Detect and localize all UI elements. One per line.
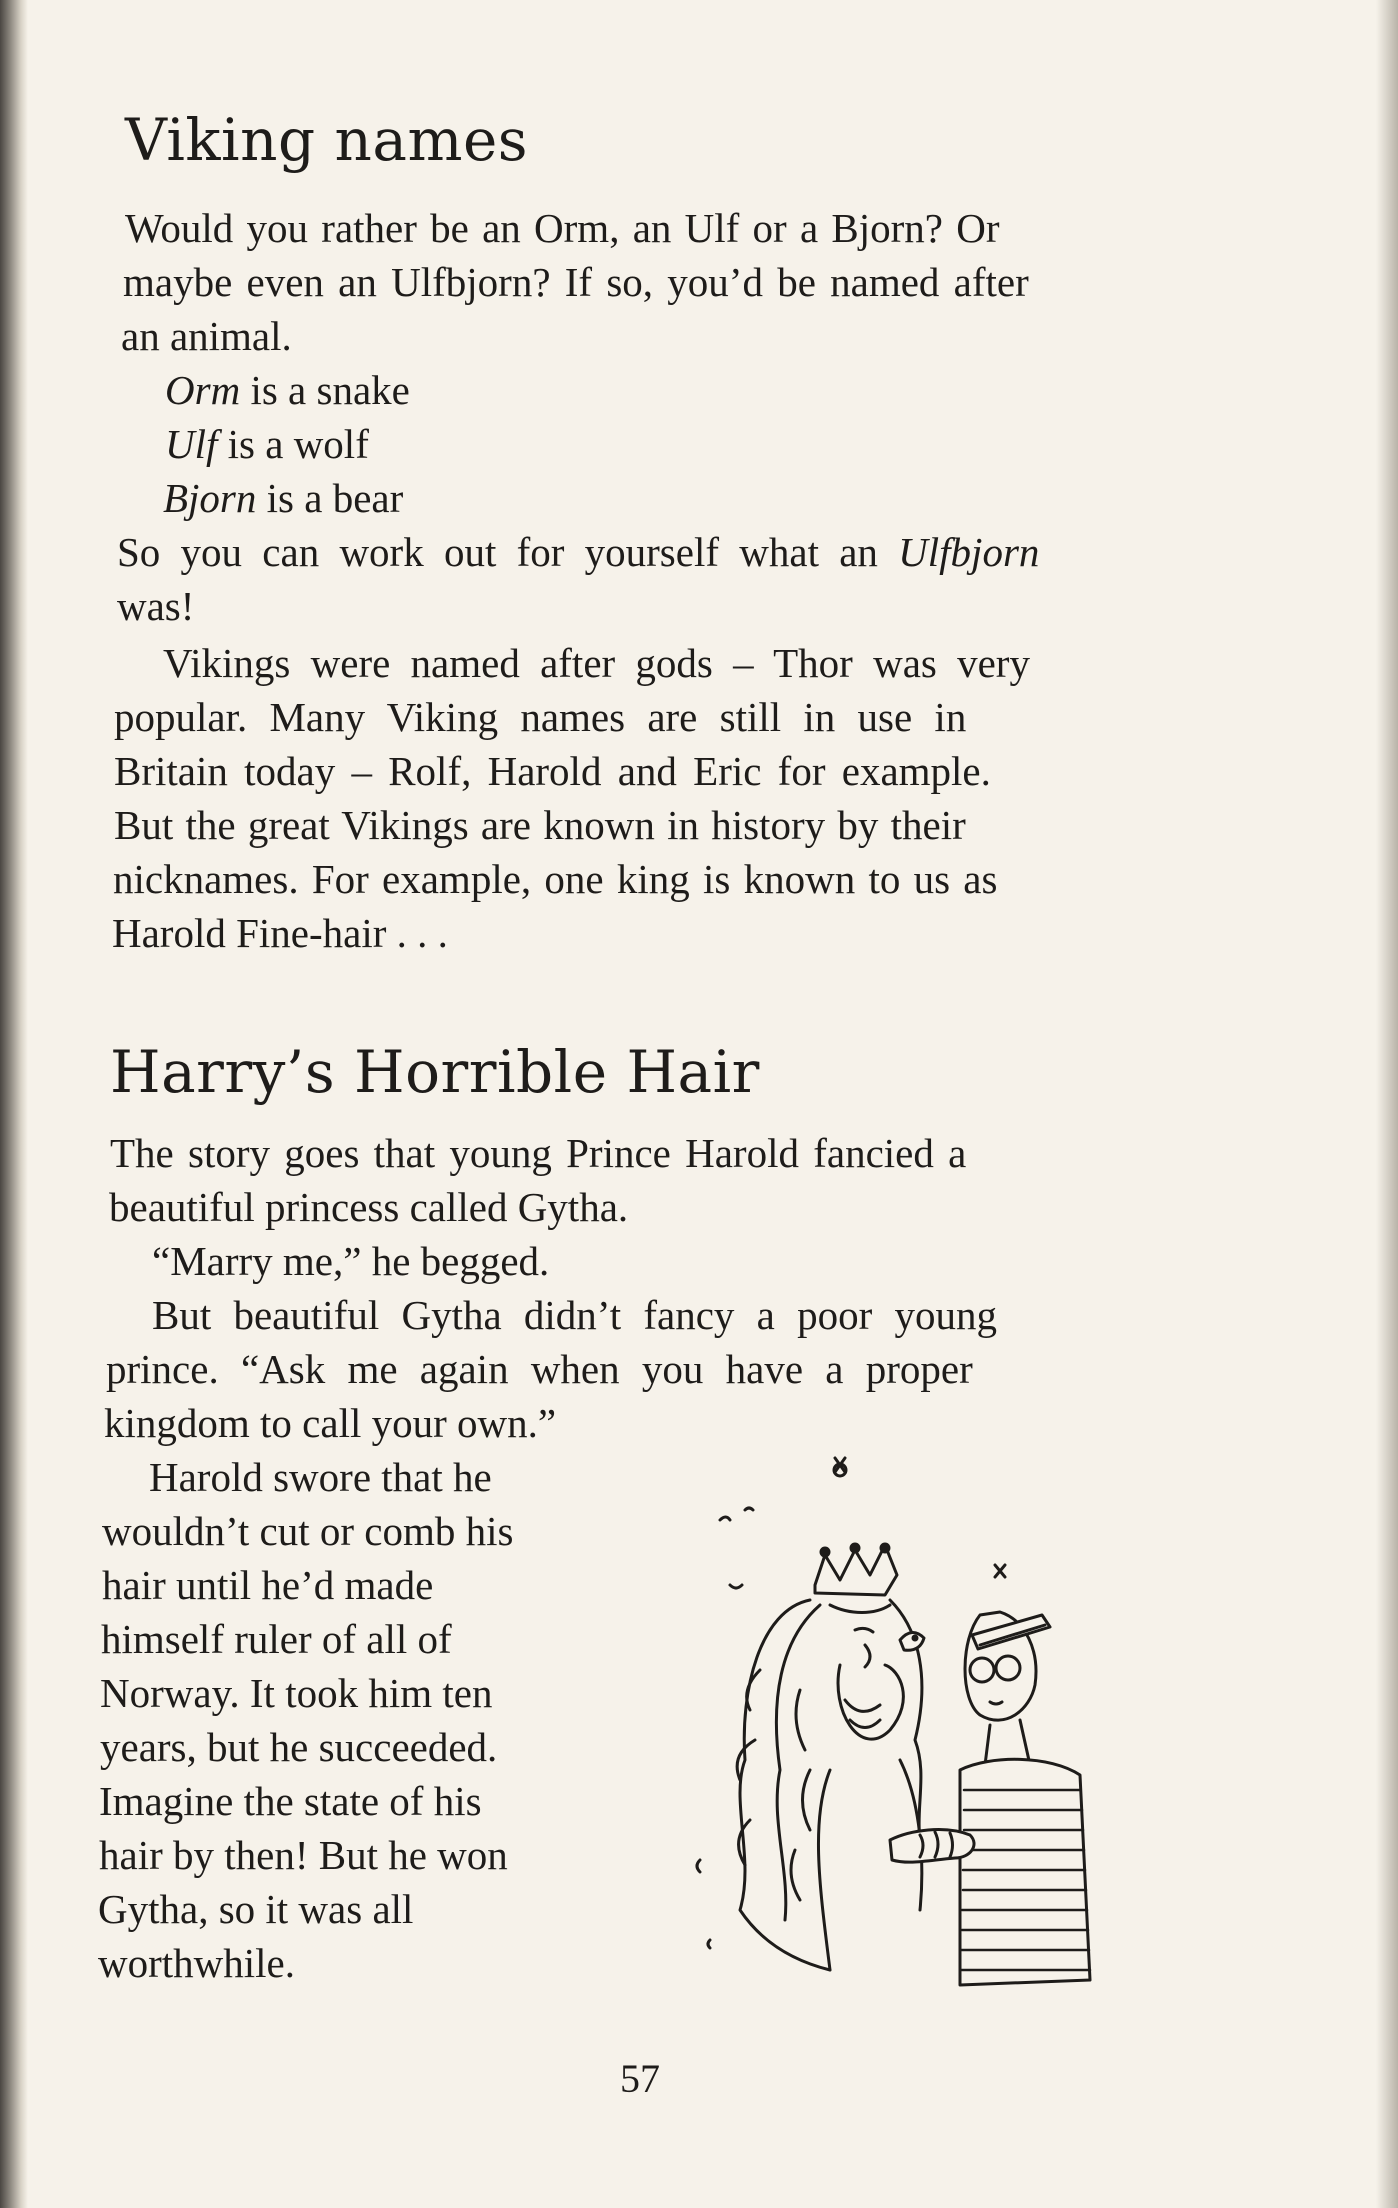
text-line: prince. “Ask me again when you have a proper: [106, 1346, 973, 1392]
text-line: was!: [117, 583, 195, 629]
text-line: hair by then! But he won: [99, 1832, 508, 1878]
text-line: Norway. It took him ten: [100, 1670, 493, 1716]
section-heading-viking-names: Viking names: [125, 106, 529, 174]
animal-name: Orm: [165, 367, 241, 413]
text-line: nicknames. For example, one king is known to us as: [113, 856, 998, 902]
text-line: But the great Vikings are known in history by their: [114, 802, 966, 848]
text-line: Imagine the state of his: [99, 1778, 482, 1824]
text-line: hair until he’d made: [102, 1562, 434, 1608]
animal-name: Bjorn: [163, 475, 257, 521]
text-line: himself ruler of all of: [101, 1616, 452, 1662]
text-line: The story goes that young Prince Harold fancied a: [110, 1130, 967, 1176]
harold-and-gytha-illustration: [660, 1440, 1180, 2000]
text-line: “Marry me,” he begged.: [152, 1238, 550, 1284]
page-edge: [1376, 0, 1398, 2208]
text-line: But beautiful Gytha didn’t fancy a poor young: [152, 1292, 998, 1338]
text-line: worthwhile.: [98, 1940, 295, 1986]
text-line: Britain today – Rolf, Harold and Eric for example.: [114, 748, 991, 794]
fly-icon: [745, 1508, 753, 1510]
fly-icon: [720, 1517, 730, 1520]
text-line: an animal.: [121, 313, 292, 359]
text-line: popular. Many Viking names are still in use in: [114, 694, 967, 740]
list-item-bjorn: [163, 475, 404, 521]
text-line: kingdom to call your own.”: [104, 1400, 557, 1446]
fly-icon: [995, 1565, 1005, 1577]
text-line: Harold swore that he: [149, 1454, 492, 1500]
animal-name: Ulf: [165, 421, 218, 467]
page-number: 57: [620, 2056, 660, 2101]
list-item-orm: [165, 367, 410, 413]
animal-meaning: is a snake: [240, 367, 410, 413]
text-line: Vikings were named after gods – Thor was very: [163, 640, 1030, 686]
text-line: Would you rather be an Orm, an Ulf or a Bjorn? Or: [125, 205, 1000, 251]
text-line: So you can work out for yourself what an Ulfbjorn: [117, 529, 1040, 575]
fly-icon: [730, 1585, 742, 1588]
section-heading-harrys-horrible-hair: Harry’s Horrible Hair: [110, 1038, 760, 1106]
text-line: years, but he succeeded.: [100, 1724, 498, 1770]
page-gutter-shadow: [0, 0, 28, 2208]
text-line: maybe even an Ulfbjorn? If so, you’d be named after: [123, 259, 1029, 305]
text-line: wouldn’t cut or comb his: [102, 1508, 514, 1554]
text-line: beautiful princess called Gytha.: [109, 1184, 629, 1230]
text-line: Harold Fine-hair . . .: [112, 910, 448, 956]
animal-meaning: is a bear: [256, 475, 404, 521]
list-item-ulf: [165, 421, 369, 467]
animal-meaning: is a wolf: [217, 421, 369, 467]
text-line: Gytha, so it was all: [98, 1886, 414, 1932]
fly-icon: [834, 1458, 846, 1476]
